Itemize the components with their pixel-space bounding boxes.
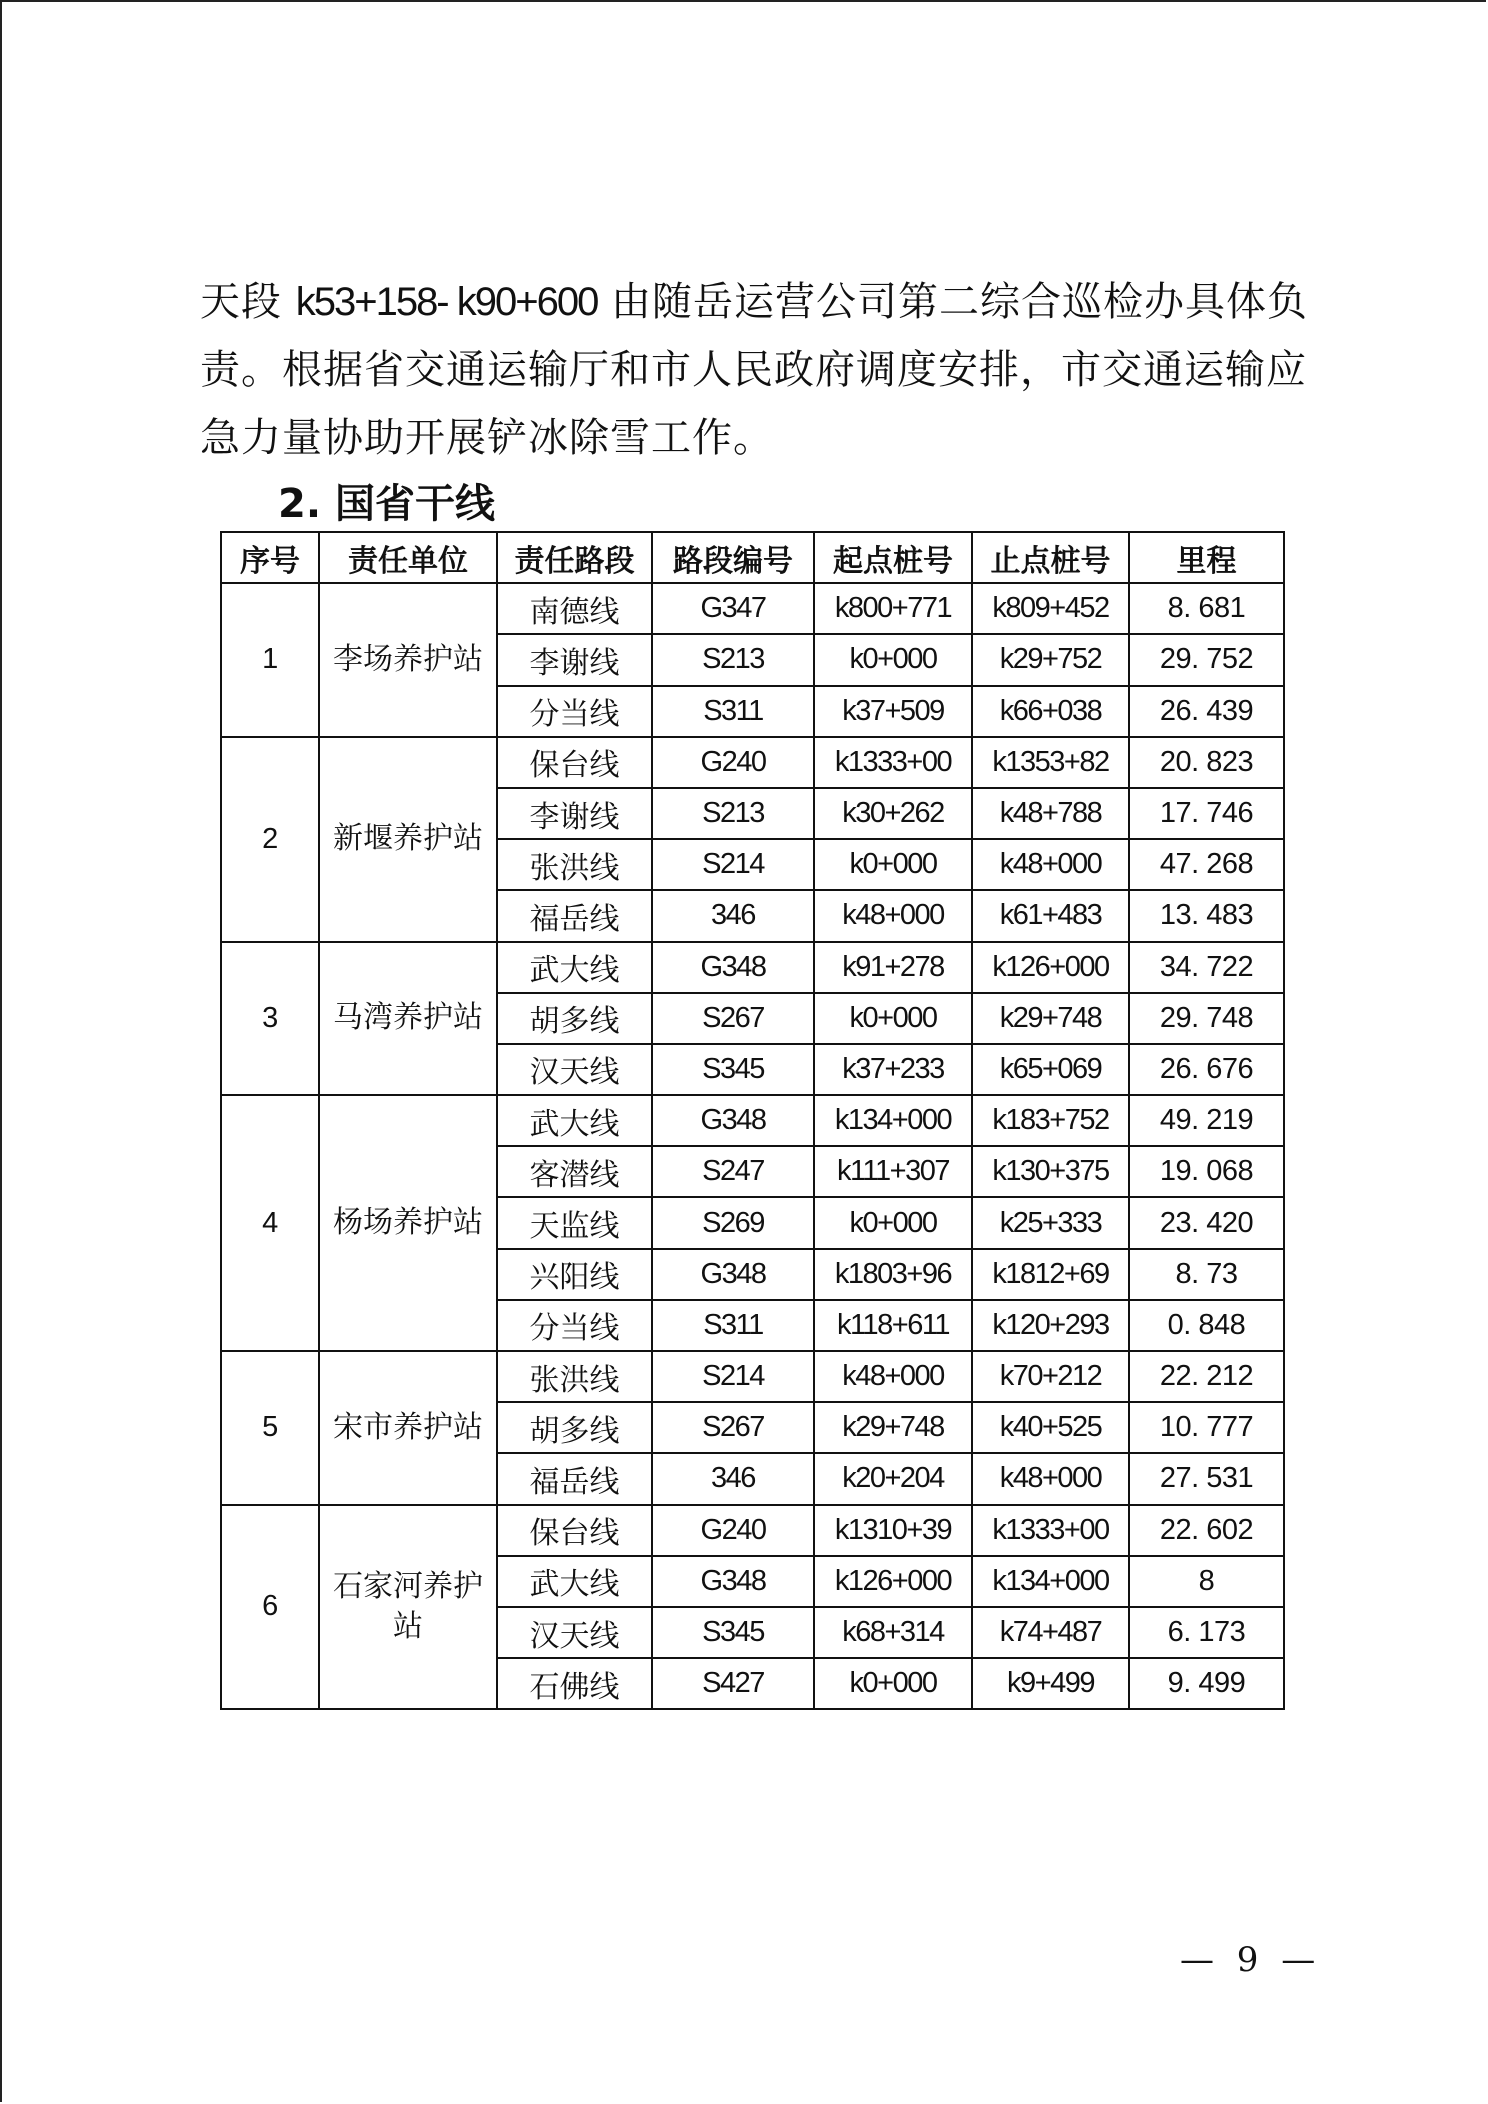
start-stake-cell: k118+611: [814, 1300, 972, 1351]
road-code-cell: S311: [652, 1300, 814, 1351]
mileage-cell: 20. 823: [1129, 737, 1284, 788]
body-paragraph: [200, 268, 1310, 472]
responsible-unit-cell: 马湾养护站: [319, 942, 497, 1096]
group-index-cell: 4: [221, 1095, 319, 1351]
road-section-cell: 客潜线: [497, 1146, 652, 1197]
road-section-cell: 分当线: [497, 1300, 652, 1351]
responsible-unit-cell: 石家河养护站: [319, 1505, 497, 1710]
end-stake-cell: k61+483: [972, 890, 1129, 941]
start-stake-cell: k20+204: [814, 1453, 972, 1504]
header-cell-end-stake: 止点桩号: [972, 532, 1129, 583]
mileage-cell: 17. 746: [1129, 788, 1284, 839]
group-index-cell: 3: [221, 942, 319, 1096]
road-section-cell: 张洪线: [497, 1351, 652, 1402]
end-stake-cell: k48+788: [972, 788, 1129, 839]
mileage-cell: 22. 212: [1129, 1351, 1284, 1402]
mileage-cell: 19. 068: [1129, 1146, 1284, 1197]
road-section-cell: 南德线: [497, 583, 652, 634]
header-cell-unit: 责任单位: [319, 532, 497, 583]
road-section-cell: 保台线: [497, 737, 652, 788]
stake-range: k53+158- k90+600: [295, 280, 598, 324]
road-responsibility-table: [220, 531, 1285, 1710]
start-stake-cell: k126+000: [814, 1556, 972, 1607]
road-section-cell: 胡多线: [497, 993, 652, 1044]
end-stake-cell: k130+375: [972, 1146, 1129, 1197]
responsible-unit-cell: 宋市养护站: [319, 1351, 497, 1505]
mileage-cell: 8. 73: [1129, 1249, 1284, 1300]
table-row: [221, 1505, 1284, 1556]
end-stake-cell: k29+752: [972, 634, 1129, 685]
end-stake-cell: k48+000: [972, 839, 1129, 890]
road-section-cell: 分当线: [497, 686, 652, 737]
group-index-cell: 1: [221, 583, 319, 737]
mileage-cell: 47. 268: [1129, 839, 1284, 890]
road-section-cell: 李谢线: [497, 634, 652, 685]
header-cell-index: 序号: [221, 532, 319, 583]
road-code-cell: 346: [652, 890, 814, 941]
start-stake-cell: k30+262: [814, 788, 972, 839]
group-index-cell: 2: [221, 737, 319, 942]
end-stake-cell: k183+752: [972, 1095, 1129, 1146]
end-stake-cell: k40+525: [972, 1402, 1129, 1453]
road-section-cell: 保台线: [497, 1505, 652, 1556]
start-stake-cell: k91+278: [814, 942, 972, 993]
mileage-cell: 10. 777: [1129, 1402, 1284, 1453]
road-code-cell: S247: [652, 1146, 814, 1197]
road-section-cell: 汉天线: [497, 1044, 652, 1095]
end-stake-cell: k48+000: [972, 1453, 1129, 1504]
mileage-cell: 22. 602: [1129, 1505, 1284, 1556]
mileage-cell: 34. 722: [1129, 942, 1284, 993]
road-section-cell: 天监线: [497, 1197, 652, 1248]
end-stake-cell: k65+069: [972, 1044, 1129, 1095]
mileage-cell: 29. 748: [1129, 993, 1284, 1044]
end-stake-cell: k126+000: [972, 942, 1129, 993]
start-stake-cell: k1803+96: [814, 1249, 972, 1300]
road-code-cell: S311: [652, 686, 814, 737]
start-stake-cell: k37+233: [814, 1044, 972, 1095]
header-cell-start-stake: 起点桩号: [814, 532, 972, 583]
paragraph-text-start: 天段: [200, 279, 296, 325]
start-stake-cell: k48+000: [814, 1351, 972, 1402]
end-stake-cell: k1333+00: [972, 1505, 1129, 1556]
end-stake-cell: k1353+82: [972, 737, 1129, 788]
table-row: [221, 737, 1284, 788]
start-stake-cell: k0+000: [814, 1658, 972, 1709]
road-section-cell: 张洪线: [497, 839, 652, 890]
end-stake-cell: k1812+69: [972, 1249, 1129, 1300]
road-section-cell: 武大线: [497, 1095, 652, 1146]
mileage-cell: 8. 681: [1129, 583, 1284, 634]
end-stake-cell: k809+452: [972, 583, 1129, 634]
end-stake-cell: k120+293: [972, 1300, 1129, 1351]
section-heading: 2. 国省干线: [278, 481, 495, 527]
header-cell-road-section: 责任路段: [497, 532, 652, 583]
mileage-cell: 49. 219: [1129, 1095, 1284, 1146]
road-code-cell: S213: [652, 788, 814, 839]
road-code-cell: S267: [652, 1402, 814, 1453]
road-code-cell: S269: [652, 1197, 814, 1248]
table-body: [221, 583, 1284, 1709]
start-stake-cell: k37+509: [814, 686, 972, 737]
start-stake-cell: k0+000: [814, 634, 972, 685]
start-stake-cell: k29+748: [814, 1402, 972, 1453]
start-stake-cell: k1333+00: [814, 737, 972, 788]
group-index-cell: 5: [221, 1351, 319, 1505]
responsible-unit-cell: 李场养护站: [319, 583, 497, 737]
road-code-cell: G240: [652, 737, 814, 788]
table-header-row: [221, 532, 1284, 583]
road-code-cell: S213: [652, 634, 814, 685]
table-row: [221, 1351, 1284, 1402]
mileage-cell: 0. 848: [1129, 1300, 1284, 1351]
table-row: [221, 583, 1284, 634]
road-section-cell: 石佛线: [497, 1658, 652, 1709]
road-section-cell: 汉天线: [497, 1607, 652, 1658]
header-cell-mileage: 里程: [1129, 532, 1284, 583]
start-stake-cell: k68+314: [814, 1607, 972, 1658]
paragraph-text-rest: 由随岳运营公司第二综合巡检办具体负责。根据省交通运输厅和市人民政府调度安排，市交通运输应急力量协助开展铲冰除雪工作。: [200, 279, 1309, 461]
road-code-cell: S214: [652, 839, 814, 890]
group-index-cell: 6: [221, 1505, 319, 1710]
road-code-cell: G240: [652, 1505, 814, 1556]
mileage-cell: 27. 531: [1129, 1453, 1284, 1504]
start-stake-cell: k0+000: [814, 1197, 972, 1248]
end-stake-cell: k29+748: [972, 993, 1129, 1044]
road-code-cell: S267: [652, 993, 814, 1044]
mileage-cell: 9. 499: [1129, 1658, 1284, 1709]
road-section-cell: 胡多线: [497, 1402, 652, 1453]
mileage-cell: 23. 420: [1129, 1197, 1284, 1248]
start-stake-cell: k48+000: [814, 890, 972, 941]
road-section-cell: 福岳线: [497, 890, 652, 941]
road-code-cell: S214: [652, 1351, 814, 1402]
road-code-cell: G348: [652, 1249, 814, 1300]
page-number: — 9 —: [1180, 1940, 1322, 1980]
end-stake-cell: k134+000: [972, 1556, 1129, 1607]
mileage-cell: 13. 483: [1129, 890, 1284, 941]
responsible-unit-cell: 新堰养护站: [319, 737, 497, 942]
road-code-cell: G348: [652, 1556, 814, 1607]
road-code-cell: 346: [652, 1453, 814, 1504]
responsible-unit-cell: 杨场养护站: [319, 1095, 497, 1351]
road-code-cell: G347: [652, 583, 814, 634]
start-stake-cell: k0+000: [814, 839, 972, 890]
road-code-cell: S427: [652, 1658, 814, 1709]
road-code-cell: S345: [652, 1607, 814, 1658]
road-section-cell: 兴阳线: [497, 1249, 652, 1300]
mileage-cell: 6. 173: [1129, 1607, 1284, 1658]
table-row: [221, 1095, 1284, 1146]
end-stake-cell: k9+499: [972, 1658, 1129, 1709]
mileage-cell: 29. 752: [1129, 634, 1284, 685]
road-section-cell: 武大线: [497, 942, 652, 993]
table-row: [221, 942, 1284, 993]
road-code-cell: S345: [652, 1044, 814, 1095]
start-stake-cell: k1310+39: [814, 1505, 972, 1556]
end-stake-cell: k66+038: [972, 686, 1129, 737]
start-stake-cell: k134+000: [814, 1095, 972, 1146]
mileage-cell: 26. 676: [1129, 1044, 1284, 1095]
end-stake-cell: k70+212: [972, 1351, 1129, 1402]
road-code-cell: G348: [652, 1095, 814, 1146]
start-stake-cell: k800+771: [814, 583, 972, 634]
road-section-cell: 李谢线: [497, 788, 652, 839]
road-section-cell: 福岳线: [497, 1453, 652, 1504]
road-code-cell: G348: [652, 942, 814, 993]
mileage-cell: 26. 439: [1129, 686, 1284, 737]
header-cell-road-code: 路段编号: [652, 532, 814, 583]
end-stake-cell: k25+333: [972, 1197, 1129, 1248]
road-section-cell: 武大线: [497, 1556, 652, 1607]
start-stake-cell: k111+307: [814, 1146, 972, 1197]
mileage-cell: 8: [1129, 1556, 1284, 1607]
end-stake-cell: k74+487: [972, 1607, 1129, 1658]
start-stake-cell: k0+000: [814, 993, 972, 1044]
